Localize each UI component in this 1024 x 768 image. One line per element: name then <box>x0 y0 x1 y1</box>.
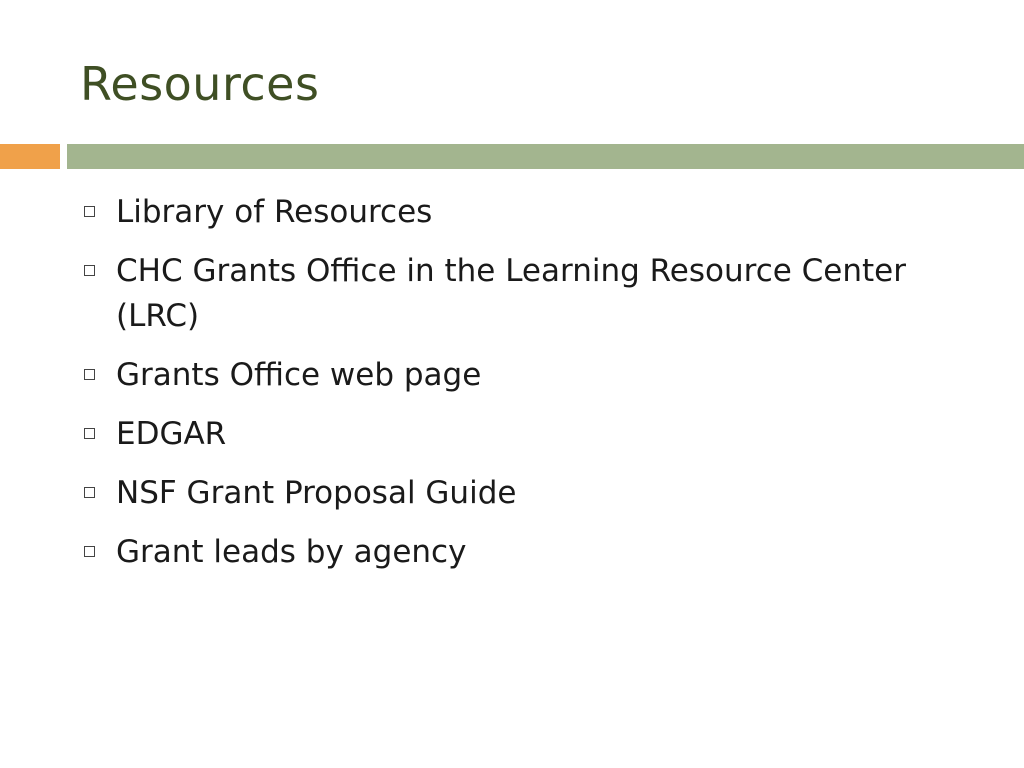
square-bullet-icon <box>84 546 95 557</box>
bullet-text: NSF Grant Proposal Guide <box>116 475 517 511</box>
slide-title: Resources <box>80 57 320 111</box>
list-item <box>84 412 984 457</box>
accent-bar <box>0 144 60 169</box>
bullet-text: CHC Grants Office in the Learning Resource Center (LRC) <box>116 253 907 334</box>
bullet-text: Library of Resources <box>116 194 433 230</box>
list-item <box>84 353 984 398</box>
bullet-text: EDGAR <box>116 416 227 452</box>
bullet-list <box>84 190 984 589</box>
bullet-text: Grants Office web page <box>116 357 482 393</box>
square-bullet-icon <box>84 487 95 498</box>
list-item <box>84 190 984 235</box>
list-item <box>84 471 984 516</box>
bullet-text: Grant leads by agency <box>116 534 467 570</box>
square-bullet-icon <box>84 265 95 276</box>
list-item <box>84 530 984 575</box>
title-divider-bar <box>67 144 1024 169</box>
list-item <box>84 249 984 339</box>
square-bullet-icon <box>84 206 95 217</box>
square-bullet-icon <box>84 369 95 380</box>
square-bullet-icon <box>84 428 95 439</box>
